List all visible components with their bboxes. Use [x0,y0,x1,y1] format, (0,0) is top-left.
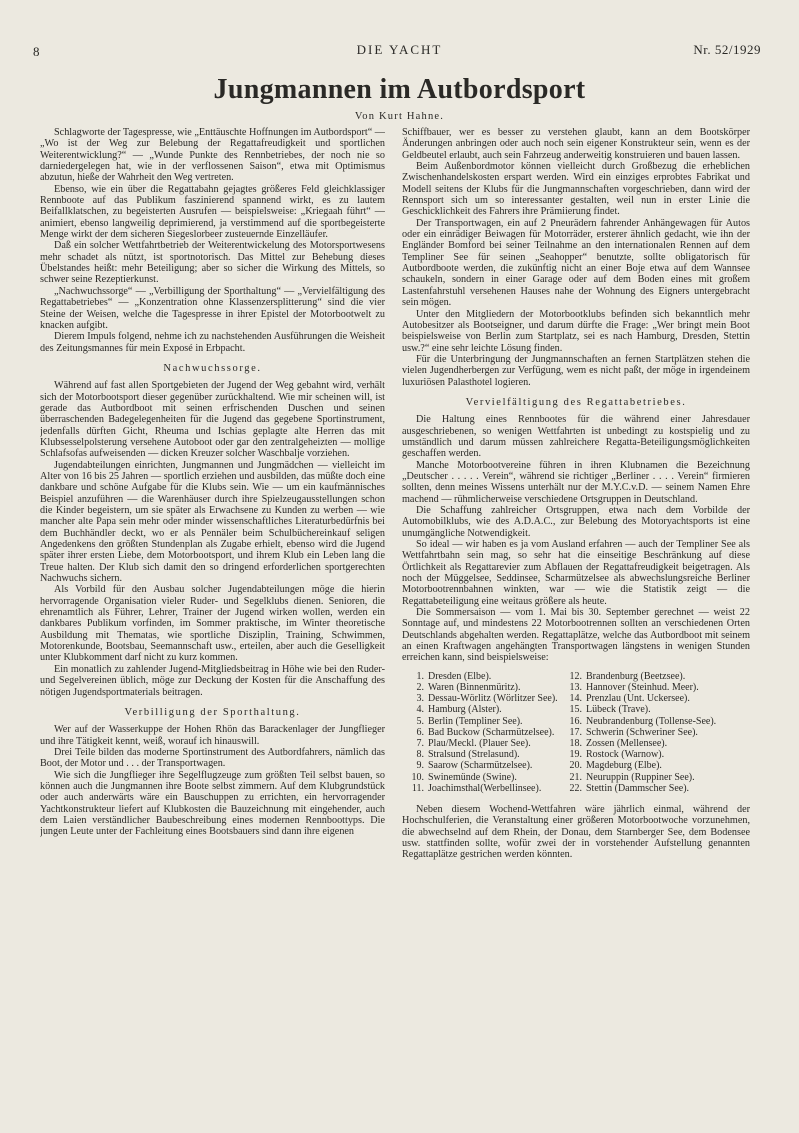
page-header [0,40,799,60]
paragraph: Jugendabteilungen einrichten, Jungmannen und Jungmädchen — vielleicht im Alter von 16 bis 25 Jahren — sportlich erziehen und ausbilden, das müßte doch eine dankbare und schöne Aufgabe für die Klubs sein. Wie — um ein kaufmännisches Beispiel anzuführen — die Warenhäuser durch ihre Spielzeugausstellungen schon die Kinder begeistern, um sie später als Erwachsene zu Kunden zu werben — wie mancher alte Papa sein mehr oder minder wissenschaftliches Literaturbedürfnis bei dem Buchhändler deckt, wo er als Pennäler beim Schulbüchereinkauf seligen Angedenkens den größten Stundenplan als Zugabe erhielt, ebenso wird die Jugend später ihrer ersten Liebe, dem Motorbootsport, und ihrem Klub ein Leben lang die Treue halten. Der Klub sich damit den so dringend erforderlichen sportgerechten Nachwuchs sichern. [40,459,385,585]
list-item-number: 12. [569,670,582,682]
paragraph: Unter den Mitgliedern der Motorbootklubs befinden sich bekanntlich mehr Autobesitzer als Bootseigner, und darum dürfte die Frage: „Wer bringt mein Boot beispielsweise von Berlin zum Startplatz, sei es nach Hamburg, Dresden, Stettin usw.?“ eine sehr leichte Lösung finden. [402,308,750,354]
list-item-number: 10. [411,771,424,783]
list-item-number: 18. [569,738,582,750]
regatta-list-item [408,727,566,738]
right-column [402,127,750,1073]
paragraph: Schlagworte der Tagespresse, wie „Enttäuschte Hoffnungen im Autbordsport“ — „Wo ist der Weg zur Belebung der Regattafreudigkeit und sportlichen Weiterentwicklung?“ — „Wunde Punkte des Rennbetriebes, der noch nie so darniedergelegen hat, wie in der verflossenen Saison“, etwa mit Optimismus abzutun, hieße der Wahrheit den Weg vertreten. [40,127,385,184]
list-item-venue: Schwerin (Schweriner See). [586,726,698,738]
section-heading-vervielfaeltigung: Vervielfältigung des Regattabetriebes. [465,396,687,408]
regatta-list-item [408,783,566,794]
list-item-number: 2. [416,682,424,694]
regatta-list-item [408,682,566,693]
left-column [40,127,385,1073]
paragraph: Wie sich die Jungflieger ihre Segelflugzeuge zum größten Teil selbst bauen, so können auch die Jungmannen ihre Boote selbst zimmern. Auf dem Klubgrundstück oder auch anderwärts wäre ein Bauschuppen zu errichten, ein hervorragender Yachtkonstrukteur liefert auf Klubkosten die Bauzeichnung mit eingehender, auch dem Laien verständlicher Baubeschreibung eines modernen Rennboottyps. Die jungen Leute unter der Fachleitung eines Bootsbauers sind dann ihre eigenen [40,769,385,838]
list-item-venue: Stralsund (Strelasund). [428,749,520,761]
paragraph: Als Vorbild für den Ausbau solcher Jugendabteilungen möge die hierin hervorragende Organisation vieler Ruder- und Segelklubs dienen. Senioren, die ehrenamtlich als Führer, Lehrer, Trainer der Jugend wirken wollen, werden ein dankbares Publikum vorfinden, im Sommer praktische, im Winter theoretische Ausbildung mit Thematas, wie sportliche Disziplin, Training, Schwimmen, Motorenkunde, Bootsbau, Seemannschaft usw., erteilen, aber auch die Geselligkeit unter Klubkomment darf nicht zu kurz kommen. [40,584,385,664]
section-heading-verbilligung: Verbilligung der Sporthaltung. [124,706,301,718]
issue-number: Nr. 52/1929 [693,42,761,57]
list-item-venue: Prenzlau (Unt. Uckersee). [586,693,690,705]
regatta-list-item [566,749,746,760]
paragraph: Drei Teile bilden das moderne Sportinstrument des Autbordfahrers, nämlich das Boot, der Motor und . . . der Transportwagen. [40,746,385,770]
article-title: Jungmannen im Autbordsport [213,74,586,105]
regatta-list-item [566,783,746,794]
list-item-number: 15. [569,704,582,716]
paragraph: Die Haltung eines Rennbootes für die während einer Jahresdauer ausgeschriebenen, so wenigen Wettfahrten ist unbedingt zu kostspielig und zu umständlich und darum müssen zahlreichere Regatta-Beteiligungsmöglichkeiten geschaffen werden. [402,414,750,460]
paragraph: Die Schaffung zahlreicher Ortsgruppen, etwa nach dem Vorbilde der Automobilklubs, wie des A.D.A.C., zur Belebung des Motoryachtsports ist eine unumgängliche Notwendigkeit. [402,505,750,539]
regatta-list-item [566,772,746,783]
regatta-list-item [408,671,566,682]
list-item-number: 17. [569,726,582,738]
list-item-number: 20. [569,760,582,772]
regatta-list-item [566,682,746,693]
list-item-venue: Bad Buckow (Scharmützelsee). [428,726,555,738]
paragraph: Ebenso, wie ein über die Regattabahn gejagtes größeres Feld gleichklassiger Rennboote auf das Publikum faszinierend spannend wirkt, es zu lautem Beifallklatschen, zu begeisterten Ausrufen — beispielsweise: „Kriegaah führt“ — animiert, ebenso langweilig deprimierend, ja verstimmend auf die sportbegeisterte Menge wirkt der dem sicheren Siegeslorbeer zusteuernde Einzelläufer. [40,183,385,241]
paragraph: Daß ein solcher Wettfahrtbetrieb der Weiterentwickelung des Motorsportwesens mehr schadet als nützt, ist sportnotorisch. Das Mittel zur Behebung dieses Übelstandes heißt: mehr Beteiligung; aber so sicher die Wirkung des Mittels, so schwer seine Rezeptierkunst. [40,240,385,286]
paragraph: Für die Unterbringung der Jungmannschaften an fernen Startplätzen stehen die vielen Jugendherbergen zur Verfügung, wem es nicht paßt, der möge in irgendeinem luxuriösen Palasthotel logieren. [402,353,750,388]
list-item-venue: Brandenburg (Beetzsee). [586,670,686,682]
regatta-list-item [566,760,746,771]
paragraph: So ideal — wir haben es ja vom Ausland erfahren — auch der Templiner See als Wettfahrtbahn sein mag, so sehr hat die einseitige Beschränkung auf diese Örtlichkeit als Regattarevier zum Abflauen der Regattafreudigkeit beigetragen. Als noch der Müggelsee, Seddinsee, Scharmützelsee als abwechslungsreiche Berliner Motorbootrennbahnen winkten, war — wie die Statistik zeigt — die Regattabeteiligung eine weitaus größere als heute. [402,539,750,607]
paragraph: Dierem Impuls folgend, nehme ich zu nachstehenden Ausführungen die Weisheit des Zeitungsmannes für mein Exposé in Erbpacht. [40,331,385,354]
list-item-venue: Hamburg (Alster). [428,704,502,716]
list-item-number: 21. [569,771,582,783]
list-item-number: 4. [416,704,424,716]
regatta-list-item [408,704,566,715]
regatta-list-item [566,716,746,727]
list-item-venue: Neubrandenburg (Tollense-See). [586,715,717,727]
regatta-list-item [566,738,746,749]
list-item-number: 11. [411,782,424,794]
list-item-number: 14. [569,693,582,705]
paragraph: Schiffbauer, wer es besser zu verstehen glaubt, kann an dem Bootskörper Änderungen anbringen oder auch noch sein eigener Konstrukteur sein, wenn es der Geldbeutel erlaubt, auch sein Fahrzeug anderweitig konstruieren und bauen lassen. [402,127,750,161]
list-item-number: 8. [416,749,424,761]
list-item-venue: Hannover (Steinhud. Meer). [586,682,699,694]
paragraph: Der Transportwagen, ein auf 2 Pneurädern fahrender Anhängewagen für Autos oder ein einrädiger Beiwagen für Motorräder, ersterer ähnlich gedacht, wie ihn der Engländer Bomford bei seiner Teilnahme an den internationalen Rennen auf dem Templiner See für seinen „Seahopper“ benutzte, sollte obligatorisch für Autbordboote werden, die zukünftig nicht an einer Boje etwa auf dem Wannsee schaukeln, sondern in einer Garage oder auf dem Boden eines mit großem Lastenfahrstuhl versehenen Hauses nahe der Wohnung des Eigners untergebracht sein mögen. [402,217,750,309]
regatta-list-item [566,693,746,704]
article-byline: Von Kurt Hahne. [354,111,445,122]
list-item-venue: Swinemünde (Swine). [428,771,517,783]
regatta-list-item [408,738,566,749]
regatta-venue-list [402,671,750,794]
regatta-list-item [408,760,566,771]
regatta-list-item [566,727,746,738]
list-item-venue: Rostock (Warnow). [586,749,665,761]
list-item-venue: Magdeburg (Elbe). [586,760,662,772]
regatta-list-item [408,716,566,727]
list-item-venue: Neuruppin (Ruppiner See). [586,771,695,783]
list-item-number: 6. [416,726,424,738]
list-item-number: 9. [416,760,424,772]
list-item-venue: Waren (Binnenmüritz). [428,682,521,694]
list-item-number: 5. [416,715,424,727]
list-item-venue: Lübeck (Trave). [586,704,651,716]
regatta-list-item [408,749,566,760]
regatta-list-item [408,772,566,783]
regatta-list-item [566,704,746,715]
paragraph: Beim Außenbordmotor können vielleicht durch Großbezug die erheblichen Zwischenhandelskosten erspart werden. Wird ein einziges erprobtes Fabrikat und Modell seitens der Klubs für die Jungmannschaften vorgeschrieben, dann wird der Rennsport sich um so interessanter gestalten, weil nun in erster Linie die Geschicklichkeit des Fahrers ihre Prämiierung findet. [402,161,750,218]
page-number: 8 [33,44,41,59]
list-item-venue: Zossen (Mellensee). [586,738,668,750]
list-item-venue: Joachimsthal(Werbellinsee). [428,782,542,794]
paragraph: Ein monatlich zu zahlender Jugend-Mitgliedsbeitrag in Höhe wie bei den Ruder- und Segelvereinen üblich, möge zur Deckung der Kosten für die Anschaffung des nötigen Jugendsportmaterials beitragen. [40,663,385,698]
list-item-venue: Dessau-Wörlitz (Wörlitzer See). [428,693,558,705]
list-item-number: 19. [569,749,582,761]
list-item-venue: Dresden (Elbe). [428,670,492,682]
list-item-number: 3. [416,693,424,705]
list-item-number: 22. [569,782,582,794]
list-item-number: 13. [569,682,582,694]
section-heading-nachwuchssorge: Nachwuchssorge. [163,362,262,374]
regatta-list-item [566,671,746,682]
regatta-list-left [402,671,566,794]
regatta-list-item [408,693,566,704]
paragraph: Manche Motorbootvereine führen in ihren Klubnamen die Bezeichnung „Deutscher . . . . . Verein“, während sie richtiger „Berliner . . . . Verein“ firmieren sollten, denn meines Wissens unterhält nur der M.Y.C.v.D. — seinem Namen Ehre machend — rühmlicherweise verschiedene Ortsgruppen in Deutschland. [402,459,750,505]
list-item-venue: Berlin (Templiner See). [428,715,523,727]
list-item-number: 7. [416,738,424,750]
paragraph: Neben diesem Wochend-Wettfahren wäre jährlich einmal, während der Hochschulferien, die Veranstaltung einer größeren Motorbootwoche vorzunehmen, die abwechselnd auf dem Rhein, der Donau, dem Starnberger See, dem Bodensee usw. stattfinden sollte, wofür zwei der in vorstehender Aufstellung genannten Regattaplätze gestrichen werden könnten. [402,804,750,861]
list-item-number: 1. [416,670,424,682]
running-title: DIE YACHT [356,42,443,57]
paragraph: Wer auf der Wasserkuppe der Hohen Rhön das Barackenlager der Jungflieger und ihre Tätigkeit kennt, weiß, worauf ich hinauswill. [40,724,385,747]
list-item-venue: Stettin (Dammscher See). [586,782,690,794]
paragraph: Während auf fast allen Sportgebieten der Jugend der Weg gebahnt wird, verhält sich der Motorbootsport dieser gegenüber zurückhaltend. Wie mir scheinen will, ist gerade das Autbordboot mit seinen erfrischenden Duschen und seinen überraschenden Badegelegenheiten für die Jugend das gegebene Sportinstrument, jedenfalls dürften Gicht, Rheuma und Ischias geplagte alte Herren das mit Klubsesselpolsterung versehene Autoboot oder gar den zentralgeheizten — mollige Schlafsofas aufweisenden — dicken Kreuzer solcher Waschbalje vorziehen. [40,380,385,460]
list-item-venue: Saarow (Scharmützelsee). [428,760,533,772]
regatta-list-right [566,671,746,794]
list-item-venue: Plau/Meckl. (Plauer See). [428,738,531,750]
list-item-number: 16. [569,715,582,727]
paragraph: „Nachwuchssorge“ — „Verbilligung der Sporthaltung“ — „Vervielfältigung des Regattabetriebes“ — „Konzentration ohne Klassenzersplitterung“ sind die vier Steine der Weisen, welche die Tagespresse in ihrer Epistel der Motorbootwelt zu knacken aufgibt. [40,285,385,331]
paragraph: Die Sommersaison — vom 1. Mai bis 30. September gerechnet — weist 22 Sonntage auf, und mindestens 22 Motorbootrennen sollten an verschiedenen Orten Deutschlands abgehalten werden. Regattaplätze, welche das Autbordboot mit seinem an einen Kraftwagen angehängten Transportwagen längstens in wenigen Stunden erreichen kann, sind beispielsweise: [402,607,750,664]
